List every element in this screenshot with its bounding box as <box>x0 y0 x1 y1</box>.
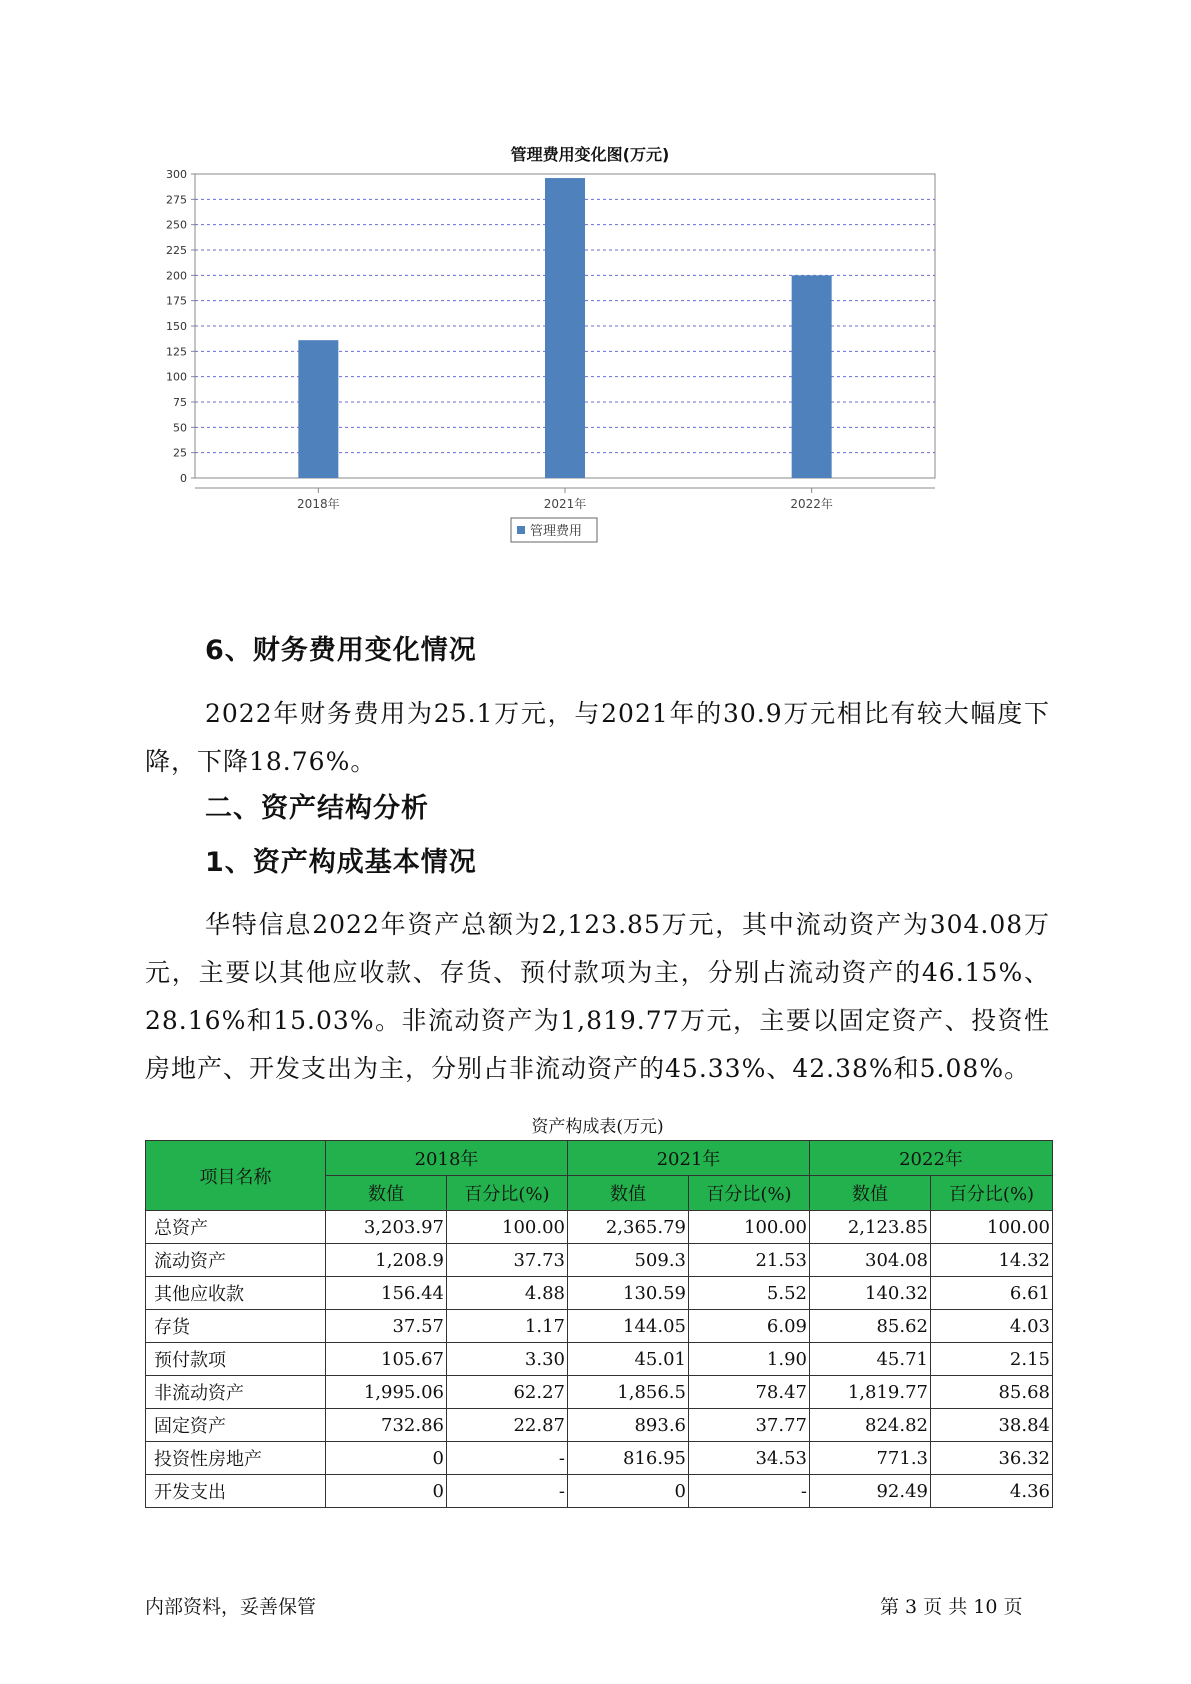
x-tick-label: 2021年 <box>543 497 587 511</box>
header-year: 2022年 <box>810 1141 1053 1176</box>
percent-cell: - <box>689 1475 810 1508</box>
header-item-name: 项目名称 <box>146 1141 326 1211</box>
row-label: 流动资产 <box>146 1244 326 1277</box>
chart-title: 管理费用变化图(万元) <box>510 145 670 164</box>
finance-expense-paragraph: 2022年财务费用为25.1万元，与2021年的30.9万元相比有较大幅度下降，下降18.76%。 <box>145 699 1050 776</box>
y-tick-label: 75 <box>173 396 187 409</box>
percent-cell: 6.61 <box>931 1277 1053 1310</box>
row-label: 预付款项 <box>146 1343 326 1376</box>
y-tick-label: 50 <box>173 421 187 435</box>
row-label: 开发支出 <box>146 1475 326 1508</box>
value-cell: 0 <box>326 1442 447 1475</box>
value-cell: 893.6 <box>568 1409 689 1442</box>
value-cell: 1,819.77 <box>810 1376 931 1409</box>
value-cell: 1,856.5 <box>568 1376 689 1409</box>
y-tick-label: 300 <box>166 168 187 181</box>
percent-cell: 38.84 <box>931 1409 1053 1442</box>
legend-swatch <box>517 526 525 534</box>
value-cell: 3,203.97 <box>326 1211 447 1244</box>
chart-canvas <box>160 130 1020 600</box>
value-cell: 156.44 <box>326 1277 447 1310</box>
percent-cell: 21.53 <box>689 1244 810 1277</box>
footer-confidential-note: 内部资料，妥善保管 <box>145 1596 317 1618</box>
value-cell: 771.3 <box>810 1442 931 1475</box>
value-cell: 105.67 <box>326 1343 447 1376</box>
header-year: 2018年 <box>326 1141 568 1176</box>
table-body <box>146 1211 1053 1508</box>
section-heading-asset-structure: 二、资产结构分析 <box>205 793 429 824</box>
percent-cell: 1.90 <box>689 1343 810 1376</box>
table-row <box>146 1277 1053 1310</box>
y-tick-label: 175 <box>166 294 187 308</box>
table-row <box>146 1244 1053 1277</box>
percent-cell: 5.52 <box>689 1277 810 1310</box>
value-cell: 1,208.9 <box>326 1244 447 1277</box>
percent-cell: 4.03 <box>931 1310 1053 1343</box>
value-cell: 2,365.79 <box>568 1211 689 1244</box>
table-row <box>146 1211 1053 1244</box>
legend-label: 管理费用 <box>530 524 583 539</box>
table-row <box>146 1442 1053 1475</box>
percent-cell: 2.15 <box>931 1343 1053 1376</box>
table-row <box>146 1343 1053 1376</box>
y-tick-label: 150 <box>166 320 187 333</box>
row-label: 固定资产 <box>146 1409 326 1442</box>
y-tick-label: 275 <box>166 193 187 207</box>
bar <box>298 340 338 478</box>
row-label: 其他应收款 <box>146 1277 326 1310</box>
percent-cell: 78.47 <box>689 1376 810 1409</box>
value-cell: 0 <box>568 1475 689 1508</box>
percent-cell: 4.88 <box>447 1277 568 1310</box>
x-tick-label: 2018年 <box>297 497 340 511</box>
value-cell: 144.05 <box>568 1310 689 1343</box>
value-cell: 732.86 <box>326 1409 447 1442</box>
value-cell: 140.32 <box>810 1277 931 1310</box>
percent-cell: 1.17 <box>447 1310 568 1343</box>
percent-cell: - <box>447 1475 568 1508</box>
header-value: 数值 <box>568 1176 689 1211</box>
table-caption: 资产构成表(万元) <box>531 1117 664 1137</box>
section-heading-finance-expense: 6、财务费用变化情况 <box>205 635 477 666</box>
percent-cell: 14.32 <box>931 1244 1053 1277</box>
percent-cell: - <box>447 1442 568 1475</box>
subsection-heading-asset-composition: 1、资产构成基本情况 <box>205 847 477 878</box>
bar <box>545 178 585 478</box>
y-tick-label: 0 <box>180 472 187 485</box>
footer-page-number: 第 3 页 共 10 页 <box>880 1596 1023 1618</box>
percent-cell: 100.00 <box>689 1211 810 1244</box>
percent-cell: 37.77 <box>689 1409 810 1442</box>
percent-cell: 36.32 <box>931 1442 1053 1475</box>
percent-cell: 85.68 <box>931 1376 1053 1409</box>
y-tick-label: 125 <box>166 345 187 359</box>
value-cell: 816.95 <box>568 1442 689 1475</box>
row-label: 投资性房地产 <box>146 1442 326 1475</box>
table-row <box>146 1376 1053 1409</box>
value-cell: 509.3 <box>568 1244 689 1277</box>
header-percent: 百分比(%) <box>931 1176 1053 1211</box>
value-cell: 2,123.85 <box>810 1211 931 1244</box>
value-cell: 45.01 <box>568 1343 689 1376</box>
x-tick-label: 2022年 <box>790 497 833 511</box>
row-label: 存货 <box>146 1310 326 1343</box>
header-value: 数值 <box>810 1176 931 1211</box>
percent-cell: 6.09 <box>689 1310 810 1343</box>
value-cell: 37.57 <box>326 1310 447 1343</box>
percent-cell: 4.36 <box>931 1475 1053 1508</box>
table-header-row-years <box>146 1141 1053 1176</box>
percent-cell: 62.27 <box>447 1376 568 1409</box>
y-tick-label: 225 <box>166 244 187 257</box>
value-cell: 92.49 <box>810 1475 931 1508</box>
management-expense-chart <box>160 130 1020 600</box>
value-cell: 824.82 <box>810 1409 931 1442</box>
header-percent: 百分比(%) <box>689 1176 810 1211</box>
percent-cell: 37.73 <box>447 1244 568 1277</box>
value-cell: 0 <box>326 1475 447 1508</box>
bar <box>792 275 832 478</box>
value-cell: 304.08 <box>810 1244 931 1277</box>
asset-composition-paragraph: 华特信息2022年资产总额为2,123.85万元，其中流动资产为304.08万元，主要以其他应收款、存货、预付款项为主，分别占流动资产的46.15%、28.16%和15.03%。非流动资产为1,819.77万元，主要以固定资产、投资性房地产、开发支出为主，分别占非流动资产的45.33%、42.38%和5.08%。 <box>145 910 1050 1083</box>
y-tick-label: 100 <box>166 370 187 384</box>
value-cell: 130.59 <box>568 1277 689 1310</box>
y-tick-label: 200 <box>166 269 187 283</box>
value-cell: 45.71 <box>810 1343 931 1376</box>
percent-cell: 3.30 <box>447 1343 568 1376</box>
row-label: 非流动资产 <box>146 1376 326 1409</box>
y-tick-label: 250 <box>166 218 187 232</box>
percent-cell: 100.00 <box>931 1211 1053 1244</box>
percent-cell: 22.87 <box>447 1409 568 1442</box>
percent-cell: 100.00 <box>447 1211 568 1244</box>
header-value: 数值 <box>326 1176 447 1211</box>
row-label: 总资产 <box>146 1211 326 1244</box>
table-row <box>146 1409 1053 1442</box>
value-cell: 1,995.06 <box>326 1376 447 1409</box>
table-row <box>146 1310 1053 1343</box>
table-row <box>146 1475 1053 1508</box>
header-year: 2021年 <box>568 1141 810 1176</box>
percent-cell: 34.53 <box>689 1442 810 1475</box>
header-percent: 百分比(%) <box>447 1176 568 1211</box>
value-cell: 85.62 <box>810 1310 931 1343</box>
y-tick-label: 25 <box>173 446 187 460</box>
asset-composition-table <box>145 1140 1053 1508</box>
